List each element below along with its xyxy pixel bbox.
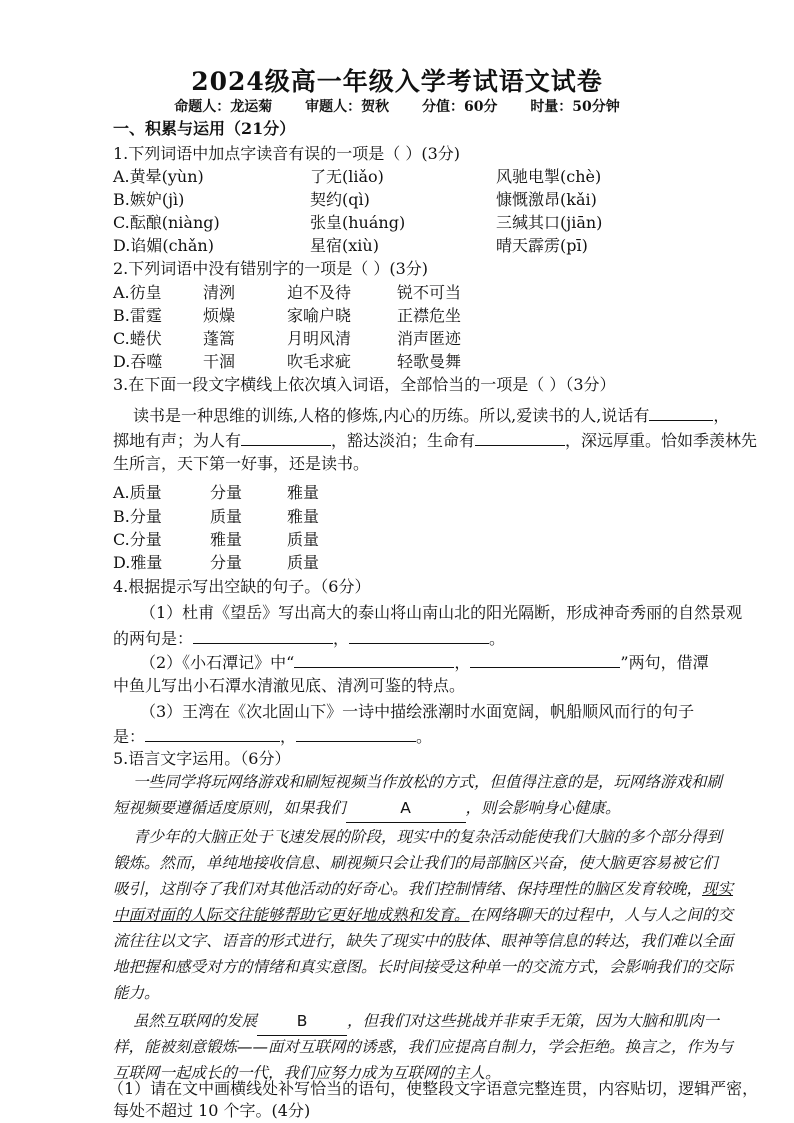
q5-para-2-line-4 — [113, 902, 773, 929]
duration: 时量：50分钟 — [530, 99, 620, 115]
q5-para-2-line-1: 青少年的大脑正处于飞速发展的阶段，现实中的复杂活动能使我们大脑的多个部分得到 — [133, 828, 723, 846]
q4-item-3-line-2 — [113, 725, 432, 748]
q1-option-b-2: 契约(qì) — [310, 190, 370, 209]
q2-option-a: A.彷皇 — [113, 283, 162, 302]
q2-option-d-3: 吹毛求疵 — [287, 352, 352, 371]
q5-text: 吸引，这削夺了我们对其他活动的好奇心。我们控制情绪、保持理性的脑区发育较晚， — [113, 880, 703, 898]
q5-stem: 5.语言文字运用。（6分） — [113, 749, 291, 768]
q4-text: ， — [280, 727, 297, 746]
q5-text: 在网络聊天的过程中，人与人之间的交 — [469, 906, 734, 924]
q4-text: ， — [454, 653, 471, 672]
q2-option-d-2: 干涸 — [203, 352, 236, 371]
q1-option-a-2: 了无(liǎo) — [310, 167, 384, 186]
answer-blank[interactable] — [475, 429, 565, 446]
answer-blank[interactable] — [649, 404, 713, 421]
q3-text: ， — [713, 406, 730, 425]
q3-option-d-3: 质量 — [287, 553, 320, 572]
q4-text: 。 — [416, 727, 433, 746]
q2-option-c-4: 消声匿迹 — [397, 329, 462, 348]
q1-option-d-2: 星宿(xiù) — [310, 236, 379, 255]
q2-stem: 2.下列词语中没有错别字的一项是（ ）(3分) — [113, 259, 429, 278]
underlined-sentence: 现实 — [702, 880, 734, 898]
answer-blank[interactable] — [193, 627, 333, 644]
q3-text: 掷地有声；为人有 — [113, 431, 242, 450]
q2-option-b-2: 烦燥 — [203, 306, 236, 325]
q3-passage-line-2 — [113, 429, 757, 452]
answer-blank[interactable] — [294, 651, 454, 668]
q5-para-3-line-1 — [133, 1008, 773, 1036]
q3-option-b-2: 质量 — [210, 507, 243, 526]
q3-stem: 3.在下面一段文字横线上依次填入词语，全部恰当的一项是（ ）（3分） — [113, 375, 616, 394]
q5-para-2-line-7: 能力。 — [113, 984, 160, 1002]
q5-text: ，则会影响身心健康。 — [465, 799, 621, 817]
q5-sub-1-line-1: （1）请在文中画横线处补写恰当的语句，使整段文字语意完整连贯，内容贴切，逻辑严密， — [108, 1079, 759, 1098]
q5-para-2-line-5: 流往往以文字、语音的形式进行，缺失了现实中的肢体、眼神等信息的转达，我们难以全面 — [113, 932, 734, 950]
q1-option-b: B.嫉妒(jì) — [113, 190, 185, 209]
section-1-heading: 一、积累与运用（21分） — [113, 119, 296, 138]
q4-text: 。 — [489, 629, 506, 648]
q2-option-b-4: 正襟危坐 — [397, 306, 462, 325]
q3-option-a-2: 分量 — [210, 483, 243, 502]
q1-option-c-3: 三缄其口(jiān) — [496, 213, 603, 232]
q4-item-2-line-2: 中鱼儿写出小石潭水清澈见底、清冽可鉴的特点。 — [113, 676, 466, 695]
q5-sub-1-line-2: 每处不超过 10 个字。(4分) — [113, 1101, 311, 1120]
q2-option-d-4: 轻歌曼舞 — [397, 352, 462, 371]
q2-option-c: C.蜷伏 — [113, 329, 162, 348]
q4-text: 是： — [113, 727, 146, 746]
q3-option-c-3: 质量 — [287, 530, 320, 549]
q1-option-d: D.谄媚(chǎn) — [113, 236, 214, 255]
q1-option-a: A.黄晕(yùn) — [113, 167, 204, 186]
q3-option-b: B.分量 — [113, 507, 162, 526]
answer-blank[interactable] — [296, 725, 416, 742]
q5-para-2-line-2: 锻炼。然而，单纯地接收信息、刷视频只会让我们的局部脑区兴奋，使大脑更容易被它们 — [113, 854, 718, 872]
q5-para-1-line-2 — [113, 795, 773, 823]
q2-option-b: B.雷霆 — [113, 306, 162, 325]
q4-text: ”两句，借潭 — [620, 653, 709, 672]
score: 分值：60分 — [421, 99, 498, 115]
answer-blank[interactable] — [349, 627, 489, 644]
answer-blank[interactable] — [145, 725, 280, 742]
blank-b[interactable]: B — [257, 1008, 347, 1036]
q3-option-b-3: 雅量 — [287, 507, 320, 526]
q4-text: （2）《小石潭记》中“ — [140, 653, 295, 672]
q3-text: ，深远厚重。恰如季羡林先 — [565, 431, 758, 450]
setter: 命题人：龙运菊 — [174, 99, 273, 115]
q2-option-a-4: 锐不可当 — [397, 283, 462, 302]
q1-option-b-3: 慷慨激昂(kǎi) — [496, 190, 597, 209]
q5-text: 虽然互联网的发展 — [133, 1012, 258, 1030]
q3-option-c-2: 雅量 — [210, 530, 243, 549]
q4-item-3-line-1: （3）王湾在《次北固山下》一诗中描绘涨潮时水面宽阔，帆船顺风而行的句子 — [140, 702, 695, 721]
q5-para-3-line-2: 样，能被刻意锻炼——面对互联网的诱惑，我们应提高自制力，学会拒绝。换言之，作为与 — [113, 1038, 734, 1056]
blank-a[interactable]: A — [346, 795, 466, 823]
q5-para-1-line-1: 一些同学将玩网络游戏和刷短视频当作放松的方式，但值得注意的是，玩网络游戏和刷 — [133, 773, 723, 791]
exam-meta — [0, 96, 794, 116]
reviewer: 审题人：贺秋 — [305, 99, 390, 115]
q2-option-a-3: 迫不及待 — [287, 283, 352, 302]
q3-option-d-2: 分量 — [210, 553, 243, 572]
q3-option-d: D.雅量 — [113, 553, 163, 572]
q1-stem: 1.下列词语中加点字读音有误的一项是（ ）(3分) — [113, 144, 461, 163]
q3-option-a-3: 雅量 — [287, 483, 320, 502]
q5-para-2-line-6: 地把握和感受对方的情绪和真实意图。长时间接受这种单一的交流方式，会影响我们的交际 — [113, 958, 734, 976]
q2-option-c-2: 蓬篙 — [203, 329, 236, 348]
exam-title: 2024级高一年级入学考试语文试卷 — [191, 67, 603, 96]
q1-option-c-2: 张皇(huáng) — [310, 213, 406, 232]
q3-option-c: C.分量 — [113, 530, 162, 549]
q3-passage-line-3: 生所言，天下第一好事，还是读书。 — [113, 454, 370, 473]
q1-option-d-3: 晴天霹雳(pī) — [496, 236, 588, 255]
q2-option-d: D.吞噬 — [113, 352, 163, 371]
q1-option-a-3: 风驰电掣(chè) — [496, 167, 602, 186]
q4-item-1-line-2 — [113, 627, 505, 650]
q3-option-a: A.质量 — [113, 483, 162, 502]
q1-option-c: C.酝酿(niàng) — [113, 213, 220, 232]
q4-text: 的两句是： — [113, 629, 194, 648]
q2-option-a-2: 清洌 — [203, 283, 236, 302]
q5-text: 短视频要遵循适度原则，如果我们 — [113, 799, 346, 817]
q4-item-2-line-1 — [140, 651, 709, 674]
q5-text: ，但我们对这些挑战并非束手无策，因为大脑和肌肉一 — [347, 1012, 720, 1030]
q5-para-3-line-3: 互联网一起成长的一代，我们应努力成为互联网的主人。 — [113, 1064, 501, 1082]
q4-stem: 4.根据提示写出空缺的句子。（6分） — [113, 577, 371, 596]
q4-item-1-line-1: （1）杜甫《望岳》写出高大的泰山将山南山北的阳光隔断，形成神奇秀丽的自然景观 — [140, 603, 743, 622]
q4-text: ， — [333, 629, 350, 648]
q2-option-b-3: 家喻户晓 — [287, 306, 352, 325]
answer-blank[interactable] — [241, 429, 331, 446]
q3-text: 读书是一种思维的训练,人格的修炼,内心的历练。所以,爱读书的人,说话有 — [133, 406, 650, 425]
underlined-sentence: 中面对面的人际交往能够帮助它更好地成熟和发育。 — [113, 906, 470, 924]
q3-passage-line-1 — [133, 404, 729, 427]
q5-para-2-line-3 — [113, 876, 773, 903]
q2-option-c-3: 月明风清 — [287, 329, 352, 348]
q3-text: ，豁达淡泊；生命有 — [331, 431, 476, 450]
answer-blank[interactable] — [470, 651, 620, 668]
